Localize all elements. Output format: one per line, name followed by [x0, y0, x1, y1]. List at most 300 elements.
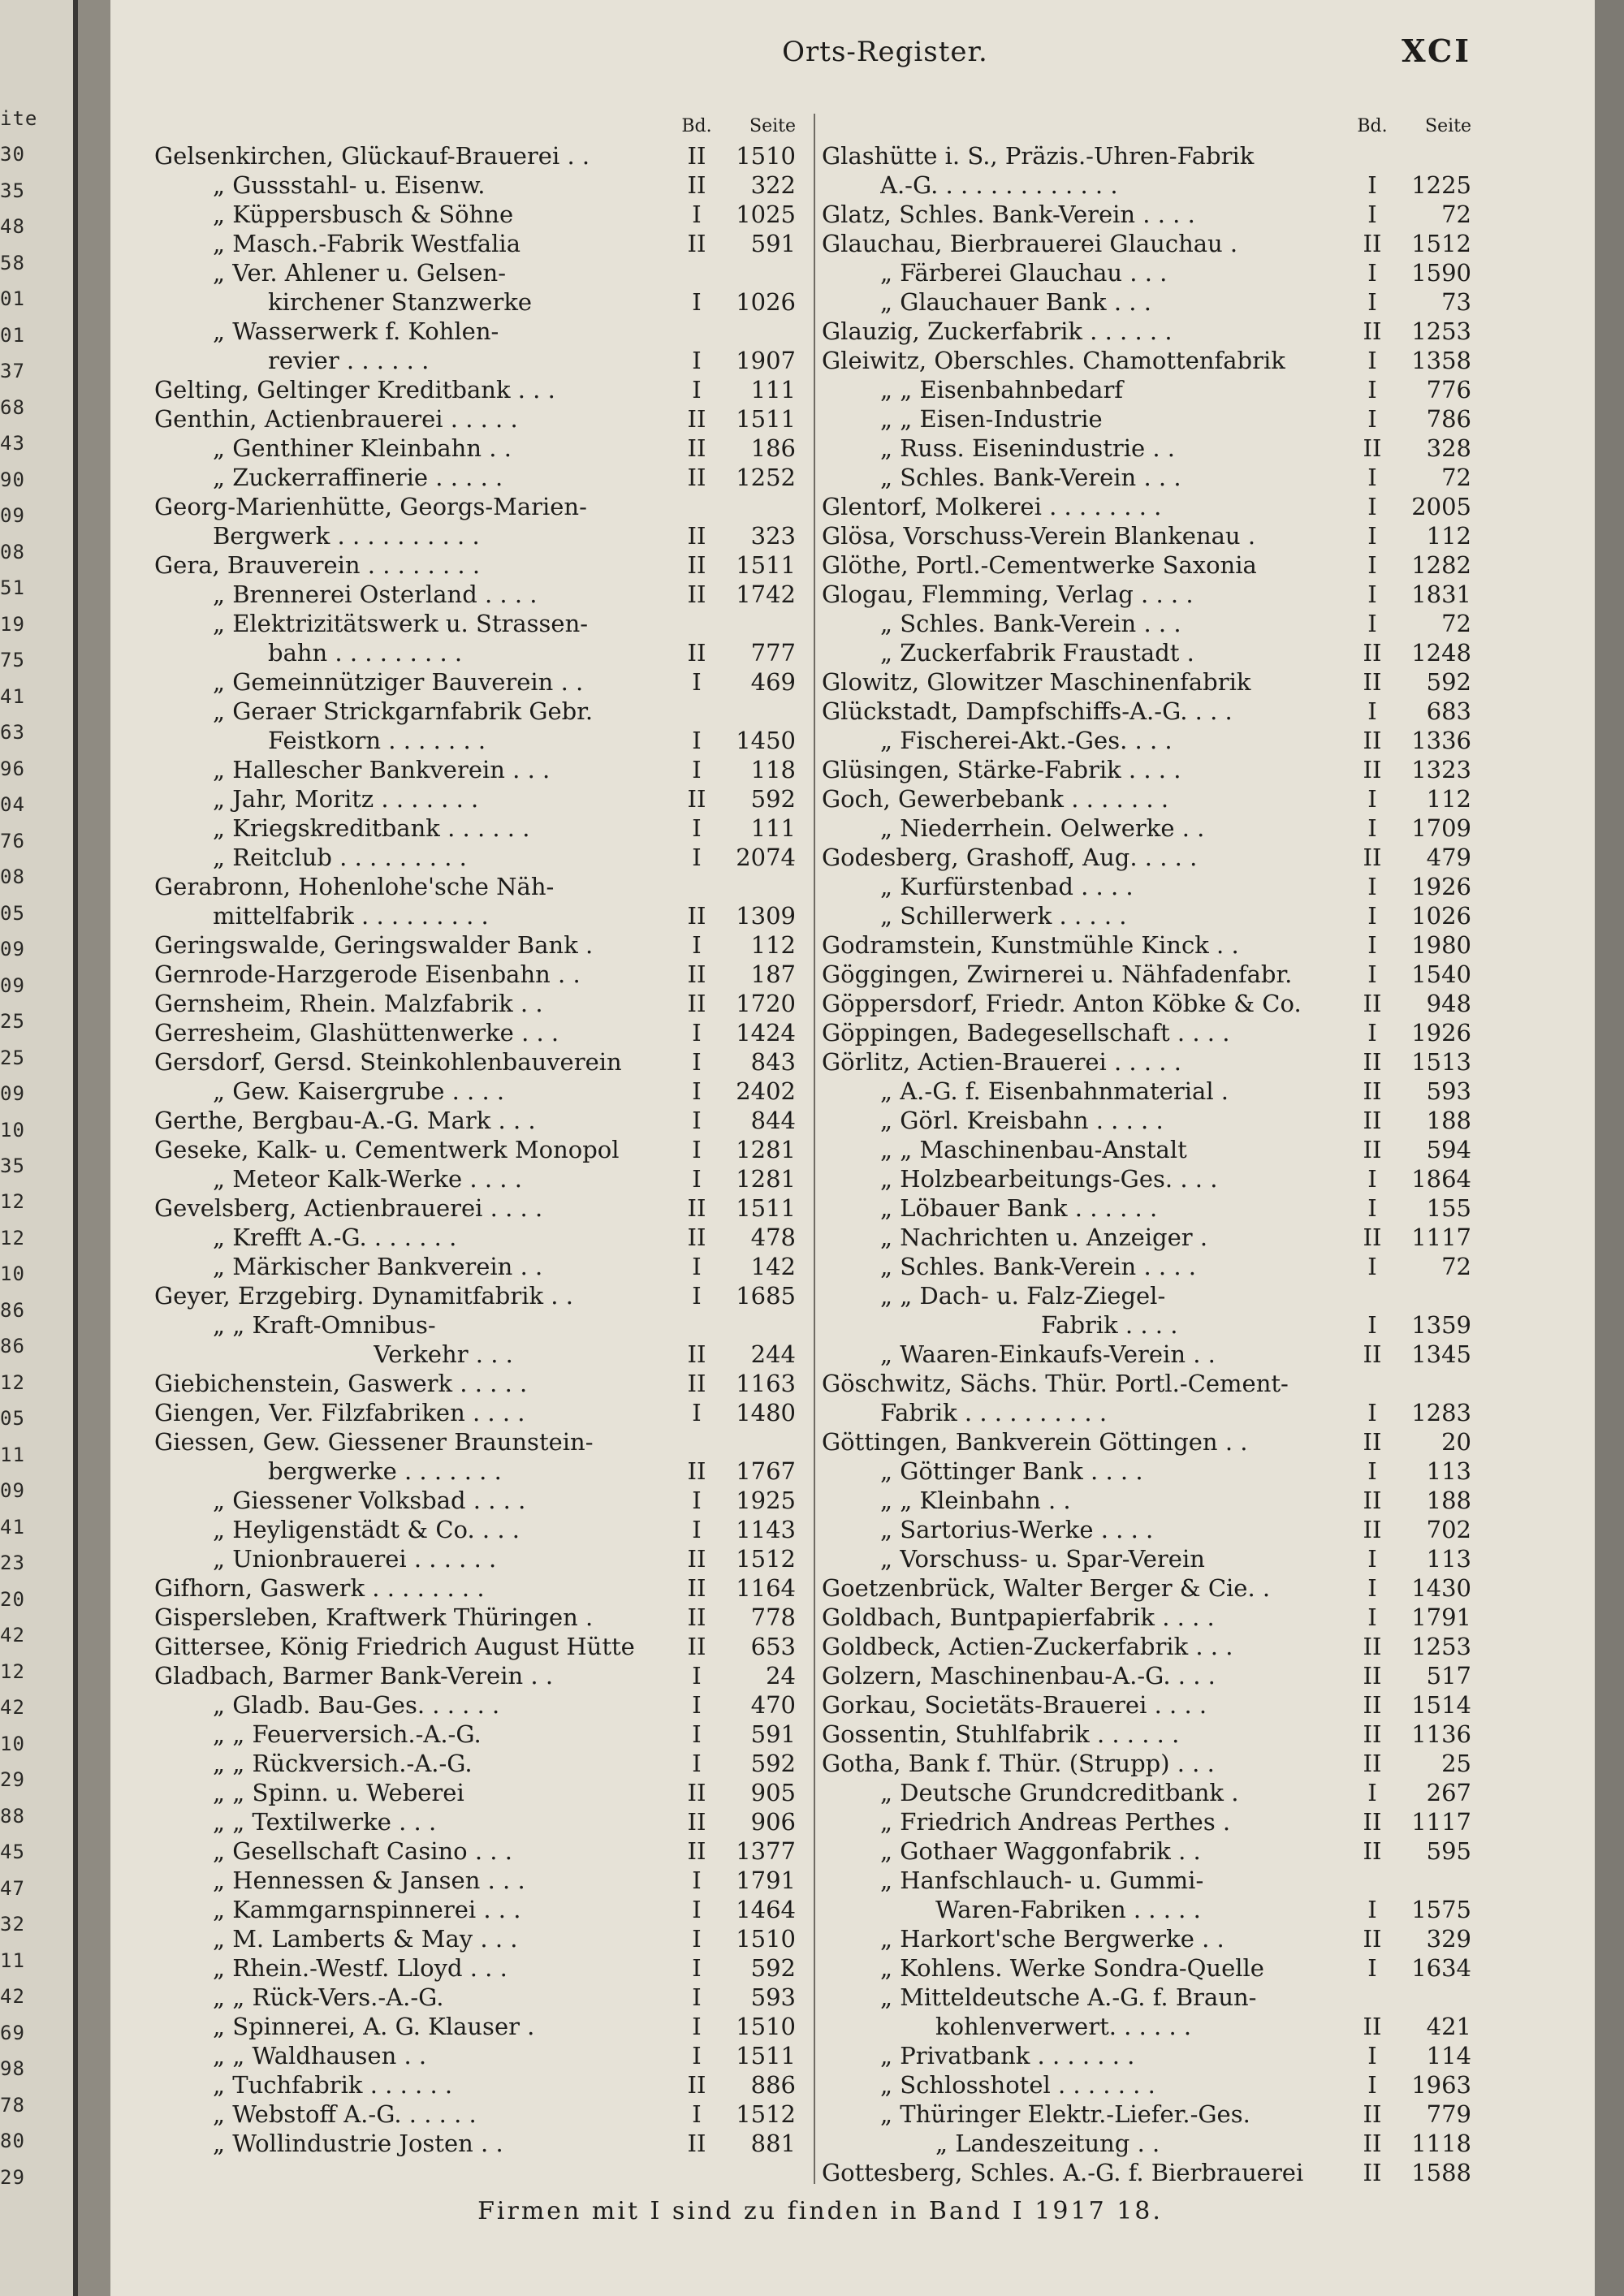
entry-name: Göttingen, Bankverein Göttingen . .	[822, 1428, 1248, 1456]
margin-number: 48	[0, 215, 25, 239]
register-entry	[154, 1193, 796, 1223]
entry-name: „ Kriegskreditbank . . . . . .	[213, 814, 530, 842]
margin-number: 35	[0, 1154, 25, 1177]
entry-volume: I	[692, 1516, 702, 1543]
entry-volume: II	[687, 639, 706, 667]
entry-volume: I	[1367, 1954, 1377, 1982]
entry-name: Godramstein, Kunstmühle Kinck . .	[822, 931, 1239, 959]
entry-volume: I	[692, 1399, 702, 1426]
entry-name: „ Göttinger Bank . . . .	[880, 1457, 1143, 1485]
register-entry	[154, 1544, 796, 1573]
entry-volume: II	[1363, 756, 1382, 783]
entry-volume: II	[687, 464, 706, 491]
entry-page: 1634	[1411, 1954, 1471, 1982]
entry-name: Verkehr . . .	[374, 1340, 513, 1368]
entry-name: „ Russ. Eisenindustrie . .	[880, 434, 1176, 462]
entry-name: Goldbach, Buntpapierfabrik . . . .	[822, 1603, 1215, 1631]
entry-name: Gleiwitz, Oberschles. Chamottenfabrik	[822, 347, 1285, 374]
entry-volume: II	[1363, 727, 1382, 754]
entry-volume: II	[687, 1574, 706, 1602]
entry-name: Fabrik . . . .	[1041, 1311, 1178, 1339]
entry-volume: I	[1367, 960, 1377, 988]
register-entry	[822, 346, 1471, 375]
entry-volume: I	[1367, 376, 1377, 404]
register-entry	[822, 1340, 1471, 1369]
entry-name: „ Privatbank . . . . . . .	[880, 2042, 1135, 2069]
entry-name: Glauchau, Bierbrauerei Glauchau .	[822, 230, 1238, 257]
entry-page: 1742	[736, 580, 796, 608]
entry-name: Glüsingen, Stärke-Fabrik . . . .	[822, 756, 1181, 783]
entry-name: kohlenverwert. . . . . .	[935, 2013, 1192, 2040]
margin-number: 47	[0, 1876, 25, 1900]
entry-volume: I	[1367, 1574, 1377, 1602]
register-entry	[154, 317, 796, 346]
entry-volume: I	[692, 1925, 702, 1953]
entry-volume: I	[1367, 171, 1377, 199]
register-entry	[822, 580, 1471, 609]
entry-page: 1480	[736, 1399, 796, 1426]
register-entry	[154, 872, 796, 901]
entry-page: 1925	[736, 1487, 796, 1514]
margin-number: 32	[0, 1913, 25, 1936]
entry-volume: II	[1363, 1925, 1382, 1953]
entry-volume: II	[1363, 2100, 1382, 2128]
register-entry	[822, 726, 1471, 755]
register-entry	[822, 1106, 1471, 1135]
register-entry	[154, 1632, 796, 1661]
register-entry	[822, 784, 1471, 814]
entry-name: Glatz, Schles. Bank-Verein . . . .	[822, 201, 1195, 228]
entry-name: Godesberg, Grashoff, Aug. . . . .	[822, 844, 1198, 871]
entry-name: „ Sartorius-Werke . . . .	[880, 1516, 1154, 1543]
entry-name: „ Deutsche Grundcreditbank .	[880, 1779, 1239, 1806]
register-entry	[154, 1018, 796, 1047]
margin-number: 12	[0, 1190, 25, 1214]
entry-volume: II	[1363, 1107, 1382, 1134]
entry-page: 72	[1441, 610, 1471, 637]
register-entry	[822, 1193, 1471, 1223]
entry-name: Gersdorf, Gersd. Steinkohlenbauverein	[154, 1048, 622, 1076]
entry-page: 1424	[736, 1019, 796, 1047]
margin-number: 29	[0, 2165, 25, 2189]
page-gutter	[78, 0, 110, 2296]
right-column	[822, 112, 1471, 2187]
entry-page: 113	[1426, 1545, 1471, 1573]
column-header	[154, 112, 796, 141]
entry-page: 1511	[736, 551, 796, 579]
register-entry	[822, 1515, 1471, 1544]
entry-page: 1791	[1411, 1603, 1471, 1631]
entry-name: „ Vorschuss- u. Spar-Verein	[880, 1545, 1205, 1573]
entry-volume: I	[1367, 931, 1377, 959]
entry-name: „ Gussstahl- u. Eisenw.	[213, 171, 486, 199]
entry-volume: II	[687, 1194, 706, 1222]
entry-name: „ „ Eisenbahnbedarf	[880, 376, 1124, 404]
register-entry	[154, 1895, 796, 1924]
register-entry	[822, 1632, 1471, 1661]
entry-volume: II	[1363, 1720, 1382, 1748]
register-entry	[822, 1369, 1471, 1398]
entry-name: Gittersee, König Friedrich August Hütte	[154, 1633, 635, 1660]
entry-volume: I	[1367, 1399, 1377, 1426]
entry-page: 1864	[1411, 1165, 1471, 1193]
entry-name: „ Thüringer Elektr.-Liefer.-Ges.	[880, 2100, 1250, 2128]
margin-number: 96	[0, 757, 25, 780]
entry-page: 2074	[736, 844, 796, 871]
margin-number: 10	[0, 1732, 25, 1755]
entry-page: 592	[750, 1954, 796, 1982]
entry-name: Göppingen, Badegesellschaft . . . .	[822, 1019, 1230, 1047]
entry-page: 776	[1426, 376, 1471, 404]
register-entry	[154, 609, 796, 638]
entry-volume: I	[692, 2100, 702, 2128]
entry-page: 1358	[1411, 347, 1471, 374]
entry-volume: II	[1363, 1224, 1382, 1251]
entry-name: „ „ Dach- u. Falz-Ziegel-	[880, 1282, 1166, 1310]
entry-name: „ Ver. Ahlener u. Gelsen-	[213, 259, 507, 287]
entry-volume: II	[687, 405, 706, 433]
register-entry	[154, 1457, 796, 1486]
entry-page: 1252	[736, 464, 796, 491]
entry-name: „ Reitclub . . . . . . . . .	[213, 844, 467, 871]
margin-number: 30	[0, 143, 25, 166]
entry-name: „ Heyligenstädt & Co. . . .	[213, 1516, 520, 1543]
margin-number: 58	[0, 251, 25, 274]
entry-volume: I	[1367, 1253, 1377, 1280]
entry-volume: II	[687, 2130, 706, 2157]
margin-number: 63	[0, 721, 25, 744]
register-entry	[154, 1983, 796, 2012]
entry-volume: II	[1363, 1633, 1382, 1660]
margin-number: 45	[0, 1841, 25, 1864]
entry-name: „ Landeszeitung . .	[935, 2130, 1160, 2157]
register-entry	[822, 638, 1471, 667]
entry-page: 111	[750, 376, 796, 404]
entry-name: Goetzenbrück, Walter Berger & Cie. .	[822, 1574, 1271, 1602]
entry-name: „ Schillerwerk . . . . .	[880, 902, 1127, 930]
entry-name: „ Küppersbusch & Söhne	[213, 201, 514, 228]
entry-volume: I	[1367, 1779, 1377, 1806]
entry-volume: I	[1367, 259, 1377, 287]
entry-page: 72	[1441, 464, 1471, 491]
entry-page: 186	[750, 434, 796, 462]
margin-number: 10	[0, 1262, 25, 1286]
entry-volume: I	[692, 756, 702, 783]
register-entry	[822, 814, 1471, 843]
register-entry	[822, 258, 1471, 287]
entry-volume: II	[1363, 2130, 1382, 2157]
entry-page: 777	[750, 639, 796, 667]
entry-name: „ Meteor Kalk-Werke . . . .	[213, 1165, 522, 1193]
entry-name: Georg-Marienhütte, Georgs-Marien-	[154, 493, 587, 520]
register-entry	[822, 1924, 1471, 1953]
margin-number: 25	[0, 1046, 25, 1069]
entry-name: Feistkorn . . . . . . .	[268, 727, 486, 754]
entry-page: 1963	[1411, 2071, 1471, 2099]
entry-volume: I	[692, 668, 702, 696]
entry-name: Gernsheim, Rhein. Malzfabrik . .	[154, 990, 543, 1017]
margin-number: 42	[0, 1624, 25, 1647]
entry-name: „ Unionbrauerei . . . . . .	[213, 1545, 497, 1573]
entry-name: „ Harkort'sche Bergwerke . .	[880, 1925, 1224, 1953]
entry-volume: I	[692, 2042, 702, 2069]
register-entry	[822, 930, 1471, 960]
entry-name: Glösa, Vorschuss-Verein Blankenau .	[822, 522, 1256, 550]
entry-name: „ Brennerei Osterland . . . .	[213, 580, 538, 608]
entry-name: „ Görl. Kreisbahn . . . . .	[880, 1107, 1164, 1134]
entry-name: Gelsenkirchen, Glückauf-Brauerei . .	[154, 142, 590, 170]
entry-volume: II	[1363, 230, 1382, 257]
entry-name: Goch, Gewerbebank . . . . . . .	[822, 785, 1169, 813]
entry-volume: II	[1363, 2159, 1382, 2186]
entry-page: 1513	[1411, 1048, 1471, 1076]
previous-page-edge	[0, 0, 78, 2296]
register-entry	[822, 1749, 1471, 1778]
entry-name: Gorkau, Societäts-Brauerei . . . .	[822, 1691, 1207, 1719]
entry-page: 1926	[1411, 873, 1471, 900]
entry-name: Geseke, Kalk- u. Cementwerk Monopol	[154, 1136, 620, 1163]
margin-number: 20	[0, 1587, 25, 1611]
entry-volume: II	[1363, 990, 1382, 1017]
entry-volume: II	[687, 171, 706, 199]
register-entry	[154, 375, 796, 404]
entry-volume: I	[692, 1107, 702, 1134]
entry-page: 1709	[1411, 814, 1471, 842]
entry-volume: I	[692, 1077, 702, 1105]
entry-volume: I	[1367, 464, 1377, 491]
entry-name: „ Gew. Kaisergrube . . . .	[213, 1077, 505, 1105]
entry-volume: I	[1367, 1457, 1377, 1485]
entry-page: 1590	[1411, 259, 1471, 287]
register-entry	[822, 697, 1471, 726]
margin-number: 42	[0, 1696, 25, 1720]
entry-name: Gladbach, Barmer Bank-Verein . .	[154, 1662, 554, 1690]
margin-number: 12	[0, 1659, 25, 1683]
margin-number: 09	[0, 938, 25, 961]
entry-name: Göschwitz, Sächs. Thür. Portl.-Cement-	[822, 1370, 1289, 1397]
entry-volume: I	[692, 931, 702, 959]
margin-number: 42	[0, 1985, 25, 2009]
entry-volume: I	[692, 1487, 702, 1514]
register-entry	[154, 843, 796, 872]
entry-name: „ Zuckerraffinerie . . . . .	[213, 464, 503, 491]
entry-name: Gerthe, Bergbau-A.-G. Mark . . .	[154, 1107, 536, 1134]
entry-name: „ „ Kraft-Omnibus-	[213, 1311, 436, 1339]
register-entry	[154, 1223, 796, 1252]
margin-number: 23	[0, 1552, 25, 1575]
entry-page: 244	[750, 1340, 796, 1368]
entry-name: „ Geraer Strickgarnfabrik Gebr.	[213, 697, 594, 725]
entry-name: „ Webstoff A.-G. . . . . .	[213, 2100, 477, 2128]
margin-number: 11	[0, 1443, 25, 1466]
register-entry	[154, 2070, 796, 2100]
register-entry	[154, 346, 796, 375]
register-entry	[822, 901, 1471, 930]
entry-page: 1323	[1411, 756, 1471, 783]
register-entry	[154, 550, 796, 580]
entry-volume: II	[1363, 2013, 1382, 2040]
col-label-seite: Seite	[1425, 116, 1471, 136]
register-entry	[154, 1778, 796, 1807]
entry-page: 1253	[1411, 317, 1471, 345]
entry-page: 591	[750, 1720, 796, 1748]
entry-name: Glauzig, Zuckerfabrik . . . . . .	[822, 317, 1173, 345]
margin-number: 05	[0, 1407, 25, 1431]
entry-name: A.-G. . . . . . . . . . . . .	[880, 171, 1118, 199]
register-entry	[822, 170, 1471, 200]
entry-volume: II	[1363, 1487, 1382, 1514]
entry-page: 1136	[1411, 1720, 1471, 1748]
margin-number: 88	[0, 1804, 25, 1828]
register-entry	[154, 930, 796, 960]
register-entry	[822, 872, 1471, 901]
entry-page: 592	[750, 1750, 796, 1777]
entry-name: „ Schles. Bank-Verein . . .	[880, 610, 1181, 637]
entry-name: bahn . . . . . . . . .	[268, 639, 463, 667]
entry-name: „ „ Spinn. u. Weberei	[213, 1779, 464, 1806]
entry-volume: I	[1367, 610, 1377, 637]
entry-name: „ Löbauer Bank . . . . . .	[880, 1194, 1158, 1222]
margin-number: 19	[0, 612, 25, 636]
register-entry	[822, 1544, 1471, 1573]
register-entry	[154, 1515, 796, 1544]
entry-page: 1540	[1411, 960, 1471, 988]
entry-volume: I	[1367, 1019, 1377, 1047]
entry-name: Görlitz, Actien-Brauerei . . . . .	[822, 1048, 1181, 1076]
register-entry	[822, 521, 1471, 550]
entry-volume: I	[692, 2013, 702, 2040]
entry-page: 1281	[736, 1165, 796, 1193]
entry-page: 948	[1426, 990, 1471, 1017]
entry-page: 479	[1426, 844, 1471, 871]
register-entry	[822, 1310, 1471, 1340]
entry-page: 155	[1426, 1194, 1471, 1222]
entry-name: Waren-Fabriken . . . . .	[935, 1896, 1201, 1923]
register-entry	[154, 989, 796, 1018]
entry-page: 653	[750, 1633, 796, 1660]
entry-page: 1164	[736, 1574, 796, 1602]
register-entry	[154, 200, 796, 229]
margin-number: 43	[0, 432, 25, 455]
entry-name: „ Gothaer Waggonfabrik . .	[880, 1837, 1201, 1865]
entry-name: Gera, Brauverein . . . . . . . .	[154, 551, 481, 579]
entry-volume: II	[1363, 1750, 1382, 1777]
entry-page: 111	[750, 814, 796, 842]
entry-page: 1117	[1411, 1224, 1471, 1251]
margin-number: 09	[0, 1082, 25, 1106]
entry-name: Goldbeck, Actien-Zuckerfabrik . . .	[822, 1633, 1233, 1660]
entry-page: 595	[1426, 1837, 1471, 1865]
register-entry	[822, 434, 1471, 463]
entry-name: „ Färberei Glauchau . . .	[880, 259, 1168, 287]
entry-page: 1359	[1411, 1311, 1471, 1339]
entry-page: 1248	[1411, 639, 1471, 667]
entry-page: 24	[766, 1662, 796, 1690]
register-entry	[822, 492, 1471, 521]
register-entry	[822, 1252, 1471, 1281]
entry-name: Geyer, Erzgebirg. Dynamitfabrik . .	[154, 1282, 573, 1310]
entry-page: 843	[750, 1048, 796, 1076]
margin-number: 80	[0, 2130, 25, 2153]
entry-volume: II	[687, 785, 706, 813]
register-entry	[822, 1573, 1471, 1603]
entry-volume: I	[1367, 522, 1377, 550]
entry-page: 1309	[736, 902, 796, 930]
margin-number: 41	[0, 684, 25, 708]
register-entry	[154, 1427, 796, 1457]
entry-volume: II	[1363, 1048, 1382, 1076]
entry-volume: II	[687, 1779, 706, 1806]
entry-name: Glashütte i. S., Präzis.-Uhren-Fabrik	[822, 142, 1255, 170]
entry-page: 2005	[1411, 493, 1471, 520]
register-entry	[154, 1398, 796, 1427]
register-entry	[822, 1866, 1471, 1895]
register-entry	[822, 843, 1471, 872]
entry-page: 25	[1441, 1750, 1471, 1777]
entry-name: „ Giessener Volksbad . . . .	[213, 1487, 526, 1514]
entry-page: 267	[1426, 1779, 1471, 1806]
entry-volume: II	[1363, 1808, 1382, 1836]
entry-name: Gelting, Geltinger Kreditbank . . .	[154, 376, 555, 404]
entry-name: Gevelsberg, Actienbrauerei . . . .	[154, 1194, 543, 1222]
entry-volume: I	[1367, 785, 1377, 813]
register-entry	[154, 1164, 796, 1193]
footer-note: Firmen mit I sind zu finden in Band I 1917 18.	[477, 2197, 1163, 2225]
entry-volume: I	[1367, 2071, 1377, 2099]
register-entry	[154, 492, 796, 521]
entry-name: Göggingen, Zwirnerei u. Nähfadenfabr.	[822, 960, 1293, 988]
entry-volume: I	[692, 1896, 702, 1923]
entry-page: 593	[750, 1983, 796, 2011]
register-entry	[822, 375, 1471, 404]
entry-page: 113	[1426, 1457, 1471, 1485]
entry-name: Bergwerk . . . . . . . . . .	[213, 522, 480, 550]
register-entry	[822, 317, 1471, 346]
register-entry	[154, 1047, 796, 1077]
entry-volume: I	[692, 1253, 702, 1280]
entry-name: „ „ Textilwerke . . .	[213, 1808, 437, 1836]
register-entry	[154, 1281, 796, 1310]
entry-volume: I	[1367, 1545, 1377, 1573]
entry-volume: I	[692, 347, 702, 374]
entry-name: „ Masch.-Fabrik Westfalia	[213, 230, 520, 257]
entry-volume: II	[687, 1808, 706, 1836]
register-entry	[154, 1106, 796, 1135]
entry-page: 1720	[736, 990, 796, 1017]
entry-page: 1511	[736, 1194, 796, 1222]
entry-page: 329	[1426, 1925, 1471, 1953]
margin-number: 69	[0, 2021, 25, 2044]
entry-volume: II	[687, 902, 706, 930]
entry-name: Gifhorn, Gaswerk . . . . . . . .	[154, 1574, 485, 1602]
entry-volume: II	[687, 1224, 706, 1251]
register-entry	[154, 2129, 796, 2158]
register-entry	[154, 1340, 796, 1369]
register-entry	[822, 1018, 1471, 1047]
register-entry	[154, 1369, 796, 1398]
register-entry	[154, 697, 796, 726]
entry-page: 1430	[1411, 1574, 1471, 1602]
register-entry	[154, 1749, 796, 1778]
entry-page: 779	[1426, 2100, 1471, 2128]
register-entry	[822, 463, 1471, 492]
entry-volume: I	[1367, 405, 1377, 433]
margin-number: 25	[0, 1010, 25, 1034]
entry-page: 1926	[1411, 1019, 1471, 1047]
register-entry	[154, 170, 796, 200]
entry-name: „ Nachrichten u. Anzeiger .	[880, 1224, 1208, 1251]
register-entry	[154, 2100, 796, 2129]
